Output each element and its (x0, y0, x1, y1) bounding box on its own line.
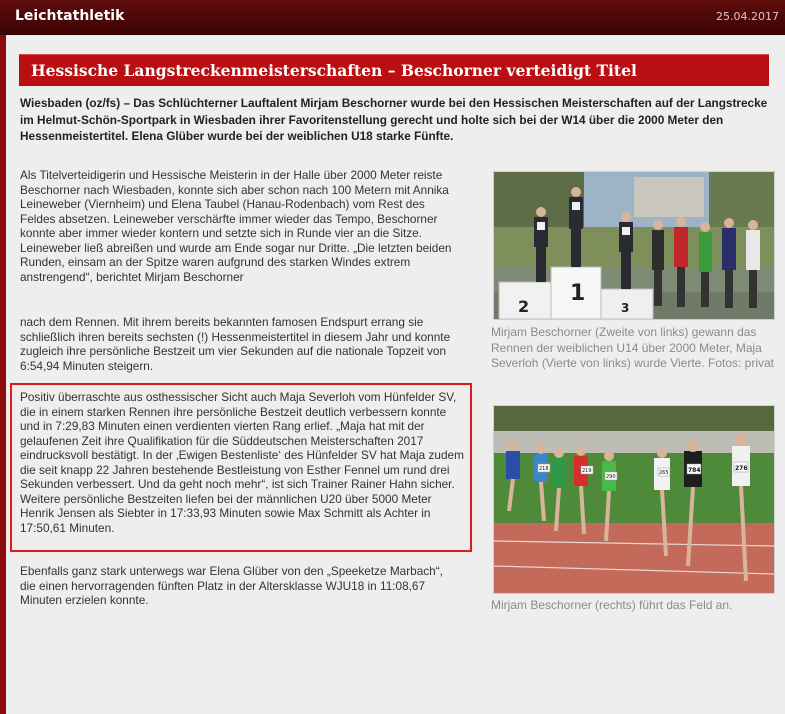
bib-290: 290 (606, 474, 616, 480)
article-headline: Hessische Langstreckenmeisterschaften – Beschorner verteidigt Titel (31, 61, 637, 80)
photo-caption-2: Mirjam Beschorner (rechts) führt das Feld an. (491, 598, 733, 612)
bib-265: 265 (659, 470, 669, 476)
article-container (6, 35, 785, 714)
top-bar (0, 0, 785, 35)
podium-number-1: 1 (570, 281, 586, 306)
podium-number-3: 3 (621, 301, 630, 315)
race-photo[interactable] (493, 405, 775, 594)
photo-caption-1: Mirjam Beschorner (Zweite von links) gewann das Rennen der weiblichen U14 über 2000 Meter, Maja Severloh (Vierte von links) wurde Vierte. Fotos: privat (491, 325, 775, 370)
paragraph-3: Positiv überraschte aus osthessischer Sicht auch Maja Severloh vom Hünfelder SV, die in einem starken Rennen ihre persönliche Bestzeit deutlich verbessern konnte und in 7:29,83 Minuten einen verdienten vierten Rang erlief. „Maja hat mit der gelaufenen Zeit ihre Qualifikation für die Süddeutschen Meisterschaften 2017 eindrucksvoll bestätigt. In der ‚Ewigen Bestenliste‘ des Hünfelder SV hat Maja zudem die seit knapp 22 Jahren bestehende Bestleistung von Esther Fennel um rund drei Sekunden verbessert. Und da geht noch mehr“, ist sich Trainer Rainer Hahn sicher. Weitere persönliche Bestzeiten liefen bei der männlichen U20 über 5000 Meter Henrik Jensen als Siebter in 17:33,93 Minuten sowie Max Schmitt als Achter in 17:50,61 Minuten. (20, 390, 464, 535)
publish-date: 25.04.2017 (716, 10, 779, 23)
paragraph-1: Als Titelverteidigerin und Hessische Meisterin in der Halle über 2000 Meter reiste Beschorner nach Wiesbaden, konnte sich aber schon nach 100 Metern mit Annika Leineweber (Viernheim) und Elena Taubel (Hanau-Rodenbach) vom Rest des Feldes absetzen. Leineweber verschärfte immer wieder das Tempo, Beschorner konnte aber immer wieder kontern und setzte sich in Runde vier an die Sitze. Leineweber ließ abreißen und wurde am Ende sogar nur Dritte. „Die letzten beiden Runden, einsam an der Spitze waren aufgrund des starken Windes extrem anstrengend“, berichtet Mirjam Beschorner (20, 168, 452, 284)
bib-784: 784 (688, 467, 701, 474)
bib-276: 276 (735, 465, 748, 472)
bib-219: 219 (582, 468, 592, 474)
bib-218: 218 (539, 466, 549, 472)
paragraph-2: nach dem Rennen. Mit ihrem bereits bekannten famosen Endspurt errang sie schließlich ihren bereits sechsten (!) Hessenmeistertitel in diesem Jahr und konnte zugleich ihre persönliche Bestzeit um vier Sekunden auf die nationale Topzeit von 6:54,94 Minuten steigern. (20, 315, 451, 373)
section-title[interactable]: Leichtathletik (15, 8, 125, 24)
headline-bar (19, 54, 769, 86)
paragraph-4: Ebenfalls ganz stark unterwegs war Elena Glüber von den „Speeketze Marbach“, die einen hervorragenden fünften Platz in der Altersklasse WJU18 in 11:08,67 Minuten erzielen konnte. (20, 564, 443, 607)
podium-number-2: 2 (518, 297, 530, 316)
podium-photo[interactable] (493, 171, 775, 320)
article-lead: Wiesbaden (oz/fs) – Das Schlüchterner Lauftalent Mirjam Beschorner wurde bei den Hessischen Meisterschaften auf der Langstrecke im Helmut-Schön-Sportpark in Wiesbaden ihrer Favoritenstellung gerecht und holte sich bei der W14 über die 2000 Meter den Hessenmeistertitel. Elena Glüber wurde bei der weiblichen U18 starke Fünfte. (20, 96, 768, 143)
